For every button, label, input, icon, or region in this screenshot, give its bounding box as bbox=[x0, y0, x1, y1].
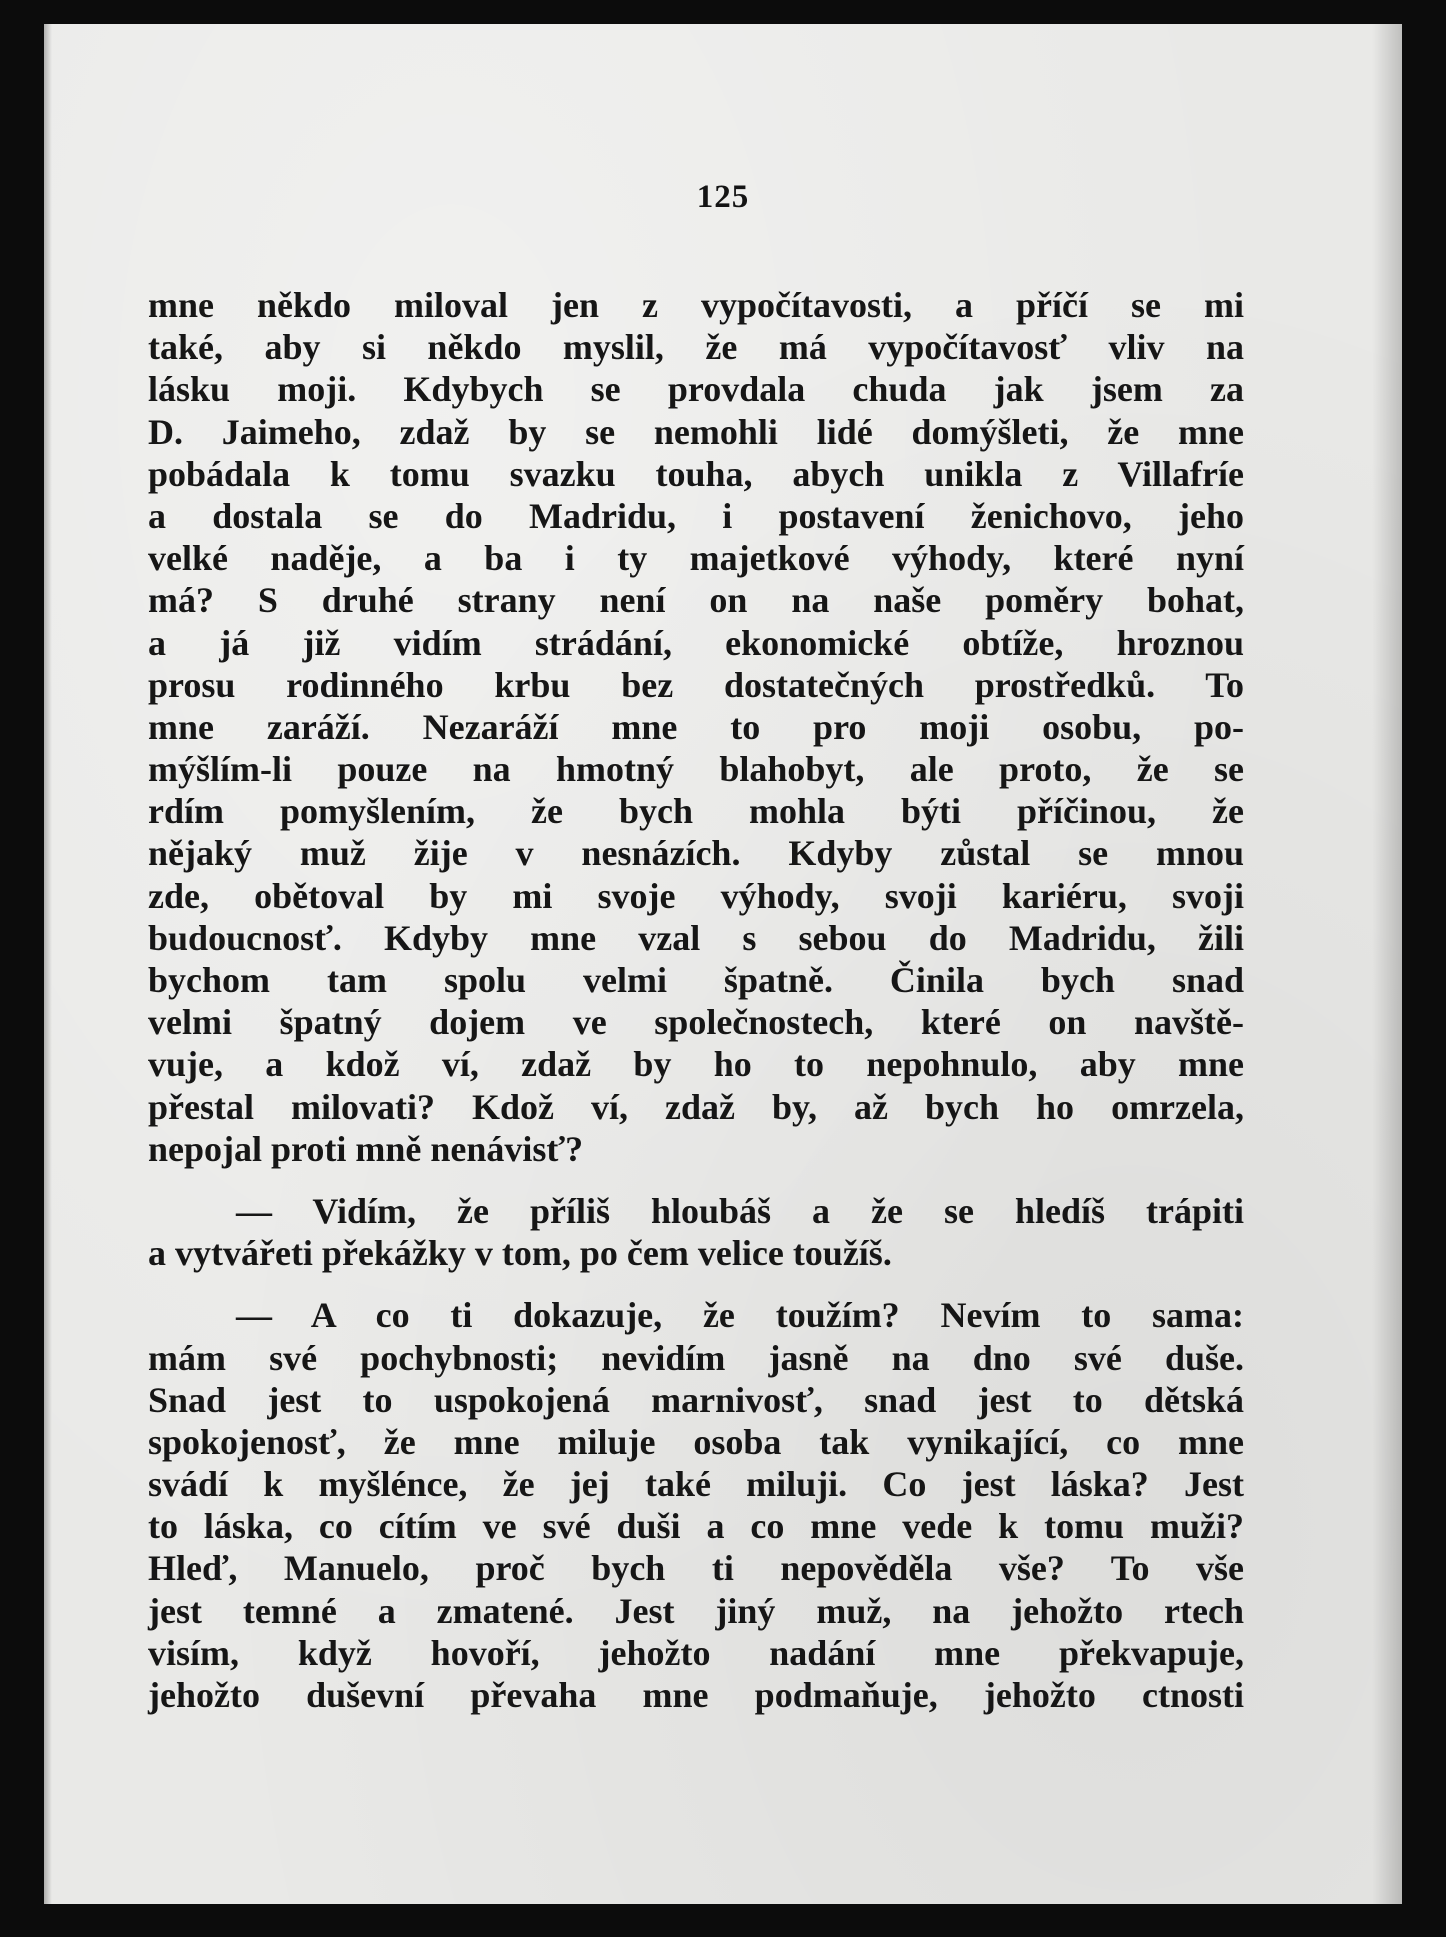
text-line: a dostala se do Madridu, i postavení ženichovo, jeho bbox=[148, 495, 1244, 536]
text-line: a vytvářeti překážky v tom, po čem velice toužíš. bbox=[148, 1233, 892, 1274]
text-line: visím, když hovoří, jehožto nadání mne překvapuje, bbox=[148, 1632, 1244, 1673]
page-shadow-spine bbox=[1372, 24, 1402, 1904]
text-line: velmi špatný dojem ve společnostech, které on navště- bbox=[148, 1002, 1244, 1043]
text-line: nějaký muž žije v nesnázích. Kdyby zůstal se mnou bbox=[148, 833, 1244, 874]
text-line: jehožto duševní převaha mne podmaňuje, jehožto ctnosti bbox=[148, 1675, 1244, 1715]
paragraph-gap bbox=[148, 1274, 1244, 1294]
text-line: také, aby si někdo myslil, že má vypočítavosť vliv na bbox=[148, 327, 1244, 368]
text-line: pobádala k tomu svazku touha, abych unikla z Villafríe bbox=[148, 453, 1244, 494]
book-page bbox=[44, 24, 1402, 1904]
text-line: přestal milovati? Kdož ví, zdaž by, až bych ho omrzela, bbox=[148, 1086, 1244, 1127]
text-line: spokojenosť, že mne miluje osoba tak vynikající, co mne bbox=[148, 1421, 1244, 1462]
text-line: jest temné a zmatené. Jest jiný muž, na jehožto rtech bbox=[148, 1590, 1244, 1631]
paragraph-2 bbox=[148, 1190, 1244, 1274]
text-line: vuje, a kdož ví, zdaž by ho to nepohnulo, aby mne bbox=[148, 1044, 1244, 1085]
text-line: mýšlím-li pouze na hmotný blahobyt, ale proto, že se bbox=[148, 749, 1244, 790]
text-line: mne zaráží. Nezaráží mne to pro moji osobu, po- bbox=[148, 706, 1244, 747]
text-line: — Vidím, že příliš hloubáš a že se hledíš trápiti bbox=[236, 1190, 1244, 1231]
page-number: 125 bbox=[696, 179, 750, 215]
text-line: nepojal proti mně nenávisť? bbox=[148, 1128, 584, 1169]
paragraph-1 bbox=[148, 284, 1244, 1170]
text-line: svádí k myšlénce, že jej také miluji. Co jest láska? Jest bbox=[148, 1464, 1244, 1505]
text-line: mám své pochybnosti; nevidím jasně na dno své duše. bbox=[148, 1337, 1244, 1378]
text-line: bychom tam spolu velmi špatně. Činila bych snad bbox=[148, 960, 1244, 1000]
text-line: Hleď, Manuelo, proč bych ti nepověděla vše? To vše bbox=[148, 1548, 1244, 1589]
paragraph-gap bbox=[148, 1170, 1244, 1190]
paragraph-3 bbox=[148, 1294, 1244, 1716]
text-line: rdím pomyšlením, že bych mohla býti příčinou, že bbox=[148, 791, 1244, 832]
text-line: lásku moji. Kdybych se provdala chuda jak jsem za bbox=[148, 369, 1244, 410]
text-line: to láska, co cítím ve své duši a co mne vede k tomu muži? bbox=[148, 1506, 1244, 1547]
text-line: — A co ti dokazuje, že toužím? Nevím to sama: bbox=[236, 1295, 1244, 1336]
page-text bbox=[148, 284, 1244, 1716]
text-line: velké naděje, a ba i ty majetkové výhody, které nyní bbox=[148, 538, 1244, 579]
text-line: D. Jaimeho, zdaž by se nemohli lidé domýšleti, že mne bbox=[148, 411, 1244, 452]
text-line: a já již vidím strádání, ekonomické obtíže, hroznou bbox=[148, 622, 1244, 663]
text-line: Snad jest to uspokojená marnivosť, snad jest to dětská bbox=[148, 1379, 1244, 1420]
text-line: mne někdo miloval jen z vypočítavosti, a příčí se mi bbox=[148, 285, 1244, 325]
text-line: zde, obětoval by mi svoje výhody, svoji kariéru, svoji bbox=[148, 875, 1244, 916]
text-line: má? S druhé strany není on na naše poměry bohat, bbox=[148, 580, 1244, 621]
text-line: prosu rodinného krbu bez dostatečných prostředků. To bbox=[148, 664, 1244, 705]
page-shadow-left bbox=[44, 24, 52, 1904]
text-line: budoucnosť. Kdyby mne vzal s sebou do Madridu, žili bbox=[148, 917, 1244, 958]
